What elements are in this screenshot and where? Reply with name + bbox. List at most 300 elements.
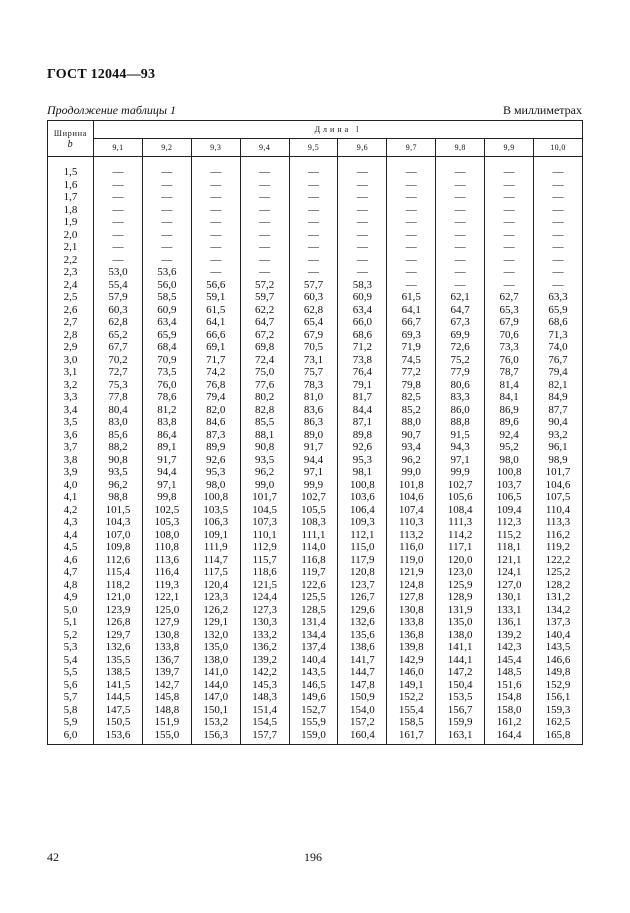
- value-cell: 115,7: [240, 554, 289, 567]
- value-cell: 97,1: [436, 454, 485, 467]
- value-cell: 70,9: [142, 354, 191, 367]
- value-cell: 133,8: [387, 616, 436, 629]
- value-cell: 146,6: [534, 654, 583, 667]
- value-cell: 159,3: [534, 704, 583, 717]
- value-cell: 124,1: [485, 566, 534, 579]
- length-column-header: 9,2: [142, 139, 191, 157]
- value-cell: 68,4: [142, 341, 191, 354]
- value-cell: 143,5: [289, 666, 338, 679]
- value-cell: 88,8: [436, 416, 485, 429]
- value-cell: 159,9: [436, 716, 485, 729]
- width-cell: 4,0: [48, 479, 94, 492]
- value-cell: 95,2: [485, 441, 534, 454]
- value-cell: —: [94, 179, 143, 192]
- value-cell: —: [485, 166, 534, 179]
- value-cell: 75,7: [289, 366, 338, 379]
- value-cell: —: [94, 254, 143, 267]
- value-cell: 124,4: [240, 591, 289, 604]
- value-cell: —: [191, 166, 240, 179]
- table-spacer-row: [48, 157, 583, 167]
- value-cell: 128,9: [436, 591, 485, 604]
- value-cell: 123,7: [338, 579, 387, 592]
- value-cell: 119,7: [289, 566, 338, 579]
- value-cell: —: [387, 279, 436, 292]
- value-cell: —: [289, 266, 338, 279]
- value-cell: —: [485, 216, 534, 229]
- value-cell: 118,6: [240, 566, 289, 579]
- width-header-symbol: b: [67, 138, 74, 150]
- value-cell: 92,6: [338, 441, 387, 454]
- value-cell: 57,2: [240, 279, 289, 292]
- value-cell: 84,1: [485, 391, 534, 404]
- value-cell: —: [387, 254, 436, 267]
- value-cell: 70,2: [94, 354, 143, 367]
- value-cell: —: [94, 166, 143, 179]
- table-row: [48, 554, 583, 567]
- value-cell: 150,1: [191, 704, 240, 717]
- value-cell: —: [436, 191, 485, 204]
- width-cell: 5,7: [48, 691, 94, 704]
- value-cell: 148,3: [240, 691, 289, 704]
- value-cell: 164,4: [485, 729, 534, 745]
- value-cell: 63,4: [142, 316, 191, 329]
- value-cell: —: [240, 216, 289, 229]
- value-cell: —: [142, 216, 191, 229]
- value-cell: 113,3: [534, 516, 583, 529]
- value-cell: 126,2: [191, 604, 240, 617]
- value-cell: 65,9: [534, 304, 583, 317]
- width-cell: 3,5: [48, 416, 94, 429]
- value-cell: 60,3: [94, 304, 143, 317]
- value-cell: 134,2: [534, 604, 583, 617]
- width-cell: 4,5: [48, 541, 94, 554]
- value-cell: 91,7: [289, 441, 338, 454]
- value-cell: 69,3: [387, 329, 436, 342]
- value-cell: 80,6: [436, 379, 485, 392]
- table-row: [48, 366, 583, 379]
- value-cell: —: [142, 241, 191, 254]
- value-cell: 60,9: [142, 304, 191, 317]
- length-group-header: Длина l: [94, 121, 583, 139]
- value-cell: 66,0: [338, 316, 387, 329]
- value-cell: 152,9: [534, 679, 583, 692]
- value-cell: —: [94, 191, 143, 204]
- value-cell: —: [289, 254, 338, 267]
- value-cell: 141,7: [338, 654, 387, 667]
- table-row: [48, 716, 583, 729]
- width-cell: 1,9: [48, 216, 94, 229]
- width-cell: 1,5: [48, 166, 94, 179]
- dimensions-table: [47, 120, 583, 745]
- value-cell: 66,6: [191, 329, 240, 342]
- value-cell: 80,4: [94, 404, 143, 417]
- value-cell: 131,4: [289, 616, 338, 629]
- width-cell: 2,9: [48, 341, 94, 354]
- value-cell: 109,4: [485, 504, 534, 517]
- value-cell: 133,1: [485, 604, 534, 617]
- value-cell: 72,7: [94, 366, 143, 379]
- value-cell: 78,7: [485, 366, 534, 379]
- width-cell: 3,6: [48, 429, 94, 442]
- value-cell: 99,0: [387, 466, 436, 479]
- value-cell: —: [436, 254, 485, 267]
- value-cell: 147,2: [436, 666, 485, 679]
- value-cell: 92,4: [485, 429, 534, 442]
- value-cell: —: [191, 266, 240, 279]
- value-cell: —: [240, 254, 289, 267]
- value-cell: —: [485, 266, 534, 279]
- value-cell: 149,8: [534, 666, 583, 679]
- value-cell: 135,0: [191, 641, 240, 654]
- value-cell: 80,2: [240, 391, 289, 404]
- value-cell: 96,1: [534, 441, 583, 454]
- table-row: [48, 354, 583, 367]
- value-cell: 107,4: [387, 504, 436, 517]
- table-row: [48, 266, 583, 279]
- table-row: [48, 254, 583, 267]
- value-cell: 161,7: [387, 729, 436, 745]
- table-row: [48, 579, 583, 592]
- value-cell: 64,1: [191, 316, 240, 329]
- value-cell: 109,3: [338, 516, 387, 529]
- value-cell: —: [534, 266, 583, 279]
- value-cell: —: [240, 229, 289, 242]
- value-cell: 101,8: [387, 479, 436, 492]
- value-cell: —: [534, 179, 583, 192]
- value-cell: 88,0: [387, 416, 436, 429]
- value-cell: 110,3: [387, 516, 436, 529]
- value-cell: 121,1: [485, 554, 534, 567]
- value-cell: 104,6: [534, 479, 583, 492]
- value-cell: 158,5: [387, 716, 436, 729]
- value-cell: —: [142, 166, 191, 179]
- value-cell: 84,9: [534, 391, 583, 404]
- width-cell: 2,4: [48, 279, 94, 292]
- value-cell: —: [142, 191, 191, 204]
- width-cell: 1,7: [48, 191, 94, 204]
- value-cell: 133,8: [142, 641, 191, 654]
- spacer-cell: [338, 157, 387, 167]
- value-cell: 125,5: [289, 591, 338, 604]
- value-cell: 72,6: [436, 341, 485, 354]
- value-cell: 57,9: [94, 291, 143, 304]
- value-cell: —: [338, 216, 387, 229]
- value-cell: 151,4: [240, 704, 289, 717]
- spacer-cell: [534, 157, 583, 167]
- value-cell: 89,6: [485, 416, 534, 429]
- value-cell: 110,4: [534, 504, 583, 517]
- value-cell: —: [289, 191, 338, 204]
- spacer-cell: [48, 157, 94, 167]
- length-column-header: 9,8: [436, 139, 485, 157]
- value-cell: —: [191, 204, 240, 217]
- value-cell: 58,3: [338, 279, 387, 292]
- value-cell: 125,0: [142, 604, 191, 617]
- value-cell: 140,4: [534, 629, 583, 642]
- value-cell: 115,2: [485, 529, 534, 542]
- value-cell: 82,1: [534, 379, 583, 392]
- width-cell: 5,4: [48, 654, 94, 667]
- value-cell: 156,7: [436, 704, 485, 717]
- value-cell: 98,0: [485, 454, 534, 467]
- value-cell: 104,5: [240, 504, 289, 517]
- width-cell: 2,3: [48, 266, 94, 279]
- table-row: [48, 654, 583, 667]
- value-cell: 127,3: [240, 604, 289, 617]
- value-cell: 115,4: [94, 566, 143, 579]
- value-cell: 150,5: [94, 716, 143, 729]
- width-cell: 4,1: [48, 491, 94, 504]
- value-cell: —: [142, 254, 191, 267]
- value-cell: 85,6: [94, 429, 143, 442]
- width-cell: 3,3: [48, 391, 94, 404]
- value-cell: 83,8: [142, 416, 191, 429]
- value-cell: 105,5: [289, 504, 338, 517]
- value-cell: 58,5: [142, 291, 191, 304]
- value-cell: 142,2: [240, 666, 289, 679]
- width-column-header: [48, 121, 94, 157]
- value-cell: —: [240, 191, 289, 204]
- value-cell: 129,1: [191, 616, 240, 629]
- value-cell: —: [289, 204, 338, 217]
- value-cell: 67,9: [289, 329, 338, 342]
- value-cell: 61,5: [191, 304, 240, 317]
- value-cell: 142,3: [485, 641, 534, 654]
- value-cell: 127,0: [485, 579, 534, 592]
- value-cell: 64,1: [387, 304, 436, 317]
- value-cell: 157,7: [240, 729, 289, 745]
- value-cell: —: [436, 166, 485, 179]
- table-row: [48, 241, 583, 254]
- value-cell: 94,4: [289, 454, 338, 467]
- table-row: [48, 529, 583, 542]
- table-row: [48, 416, 583, 429]
- value-cell: 103,5: [191, 504, 240, 517]
- value-cell: 88,2: [94, 441, 143, 454]
- value-cell: 151,9: [142, 716, 191, 729]
- value-cell: 138,0: [436, 629, 485, 642]
- length-column-header: 9,5: [289, 139, 338, 157]
- table-continuation-caption: Продолжение таблицы 1: [47, 103, 177, 117]
- value-cell: 85,2: [387, 404, 436, 417]
- value-cell: 156,1: [534, 691, 583, 704]
- length-header-row: [48, 139, 583, 157]
- value-cell: 78,3: [289, 379, 338, 392]
- value-cell: 106,5: [485, 491, 534, 504]
- length-column-header: 9,4: [240, 139, 289, 157]
- value-cell: 134,4: [289, 629, 338, 642]
- value-cell: 87,1: [338, 416, 387, 429]
- value-cell: 90,8: [240, 441, 289, 454]
- value-cell: 62,8: [94, 316, 143, 329]
- value-cell: —: [338, 204, 387, 217]
- value-cell: 64,7: [436, 304, 485, 317]
- value-cell: 77,8: [94, 391, 143, 404]
- value-cell: 83,6: [289, 404, 338, 417]
- value-cell: 136,7: [142, 654, 191, 667]
- value-cell: 86,3: [289, 416, 338, 429]
- value-cell: 90,8: [94, 454, 143, 467]
- spacer-cell: [387, 157, 436, 167]
- spacer-cell: [289, 157, 338, 167]
- value-cell: 146,5: [289, 679, 338, 692]
- width-cell: 3,4: [48, 404, 94, 417]
- table-body: [48, 157, 583, 745]
- value-cell: 87,3: [191, 429, 240, 442]
- table-row: [48, 379, 583, 392]
- value-cell: 141,1: [436, 641, 485, 654]
- width-cell: 2,6: [48, 304, 94, 317]
- value-cell: 165,8: [534, 729, 583, 745]
- value-cell: 113,6: [142, 554, 191, 567]
- value-cell: 135,5: [94, 654, 143, 667]
- value-cell: 89,9: [191, 441, 240, 454]
- value-cell: 83,0: [94, 416, 143, 429]
- value-cell: —: [94, 229, 143, 242]
- value-cell: 59,7: [240, 291, 289, 304]
- value-cell: 135,6: [338, 629, 387, 642]
- width-cell: 2,7: [48, 316, 94, 329]
- value-cell: 149,6: [289, 691, 338, 704]
- value-cell: 128,5: [289, 604, 338, 617]
- value-cell: 67,9: [485, 316, 534, 329]
- value-cell: 153,6: [94, 729, 143, 745]
- value-cell: 76,0: [142, 379, 191, 392]
- value-cell: 132,6: [94, 641, 143, 654]
- value-cell: 102,7: [436, 479, 485, 492]
- value-cell: 155,0: [142, 729, 191, 745]
- value-cell: 85,5: [240, 416, 289, 429]
- width-cell: 4,3: [48, 516, 94, 529]
- width-cell: 4,7: [48, 566, 94, 579]
- value-cell: —: [436, 204, 485, 217]
- value-cell: 109,8: [94, 541, 143, 554]
- value-cell: 71,9: [387, 341, 436, 354]
- value-cell: 117,9: [338, 554, 387, 567]
- value-cell: 81,0: [289, 391, 338, 404]
- value-cell: 127,9: [142, 616, 191, 629]
- value-cell: —: [436, 241, 485, 254]
- document-title: ГОСТ 12044—93: [47, 67, 156, 82]
- value-cell: —: [387, 191, 436, 204]
- value-cell: 67,3: [436, 316, 485, 329]
- table-row: [48, 541, 583, 554]
- table-row: [48, 341, 583, 354]
- value-cell: 107,5: [534, 491, 583, 504]
- value-cell: 60,3: [289, 291, 338, 304]
- spacer-cell: [240, 157, 289, 167]
- value-cell: 98,1: [338, 466, 387, 479]
- value-cell: 101,7: [240, 491, 289, 504]
- value-cell: 65,2: [94, 329, 143, 342]
- value-cell: 154,0: [338, 704, 387, 717]
- value-cell: 99,9: [436, 466, 485, 479]
- table-row: [48, 441, 583, 454]
- value-cell: 112,9: [240, 541, 289, 554]
- value-cell: 115,0: [338, 541, 387, 554]
- value-cell: 110,1: [240, 529, 289, 542]
- value-cell: 86,0: [436, 404, 485, 417]
- value-cell: 130,1: [485, 591, 534, 604]
- value-cell: 91,5: [436, 429, 485, 442]
- value-cell: 76,7: [534, 354, 583, 367]
- width-header-label: Ширина: [53, 128, 88, 138]
- value-cell: 89,8: [338, 429, 387, 442]
- width-cell: 3,9: [48, 466, 94, 479]
- value-cell: —: [436, 279, 485, 292]
- value-cell: 76,4: [338, 366, 387, 379]
- table-row: [48, 591, 583, 604]
- table-row: [48, 729, 583, 745]
- value-cell: 163,1: [436, 729, 485, 745]
- table-row: [48, 704, 583, 717]
- value-cell: 97,1: [289, 466, 338, 479]
- value-cell: 124,8: [387, 579, 436, 592]
- value-cell: 119,2: [534, 541, 583, 554]
- table-row: [48, 466, 583, 479]
- value-cell: —: [534, 216, 583, 229]
- value-cell: —: [534, 279, 583, 292]
- value-cell: 139,2: [240, 654, 289, 667]
- value-cell: 153,5: [436, 691, 485, 704]
- value-cell: 65,4: [289, 316, 338, 329]
- value-cell: 152,7: [289, 704, 338, 717]
- width-cell: 5,6: [48, 679, 94, 692]
- value-cell: —: [534, 229, 583, 242]
- value-cell: 99,8: [142, 491, 191, 504]
- value-cell: 99,0: [240, 479, 289, 492]
- value-cell: 75,2: [436, 354, 485, 367]
- value-cell: 133,2: [240, 629, 289, 642]
- value-cell: 147,0: [191, 691, 240, 704]
- value-cell: —: [387, 179, 436, 192]
- value-cell: 102,7: [289, 491, 338, 504]
- value-cell: 98,0: [191, 479, 240, 492]
- value-cell: 145,4: [485, 654, 534, 667]
- value-cell: —: [436, 216, 485, 229]
- value-cell: 90,7: [387, 429, 436, 442]
- value-cell: 95,3: [338, 454, 387, 467]
- table-row: [48, 641, 583, 654]
- length-column-header: 10,0: [534, 139, 583, 157]
- width-cell: 3,2: [48, 379, 94, 392]
- value-cell: 140,4: [289, 654, 338, 667]
- value-cell: 148,5: [485, 666, 534, 679]
- value-cell: 142,9: [387, 654, 436, 667]
- value-cell: 73,8: [338, 354, 387, 367]
- value-cell: —: [191, 241, 240, 254]
- table-row: [48, 454, 583, 467]
- width-cell: 4,4: [48, 529, 94, 542]
- value-cell: 104,6: [387, 491, 436, 504]
- value-cell: 67,7: [94, 341, 143, 354]
- table-row: [48, 404, 583, 417]
- length-column-header: 9,3: [191, 139, 240, 157]
- value-cell: 121,9: [387, 566, 436, 579]
- value-cell: 79,1: [338, 379, 387, 392]
- value-cell: 70,6: [485, 329, 534, 342]
- value-cell: 72,4: [240, 354, 289, 367]
- value-cell: 90,4: [534, 416, 583, 429]
- value-cell: 82,5: [387, 391, 436, 404]
- value-cell: 101,7: [534, 466, 583, 479]
- value-cell: 104,3: [94, 516, 143, 529]
- value-cell: 139,2: [485, 629, 534, 642]
- value-cell: 53,6: [142, 266, 191, 279]
- value-cell: 74,2: [191, 366, 240, 379]
- value-cell: 82,0: [191, 404, 240, 417]
- value-cell: 65,3: [485, 304, 534, 317]
